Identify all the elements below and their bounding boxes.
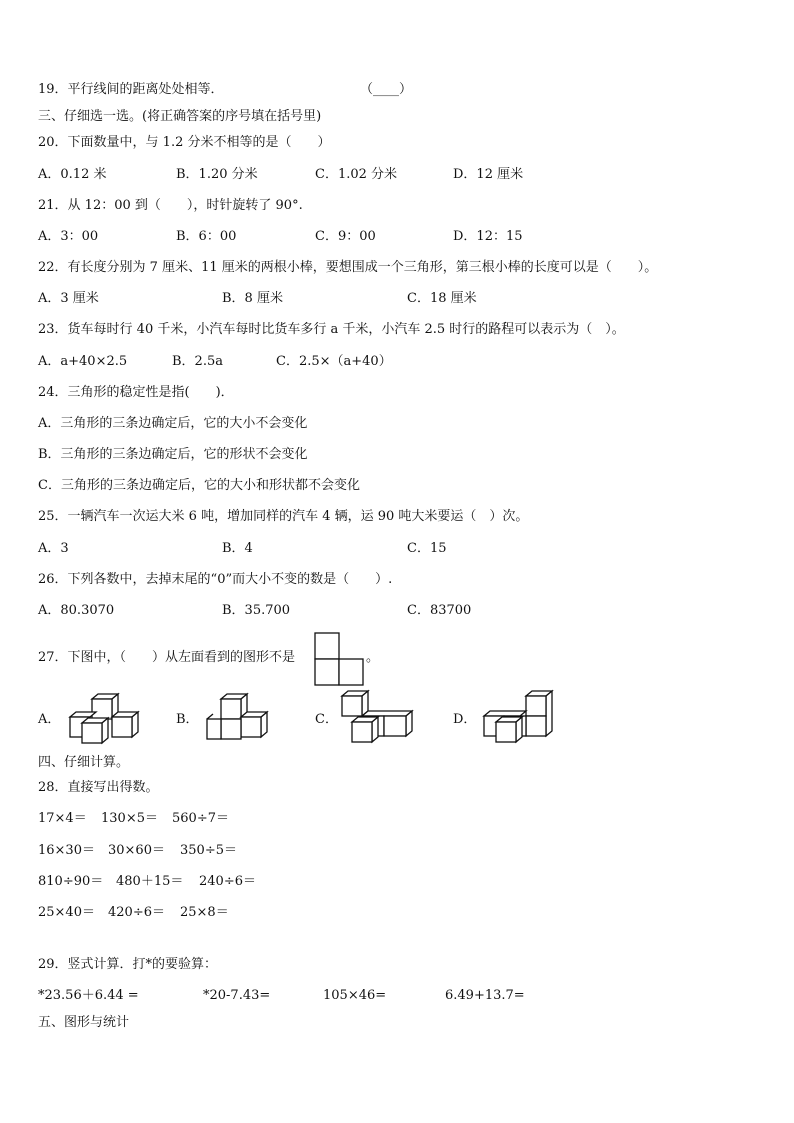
q21-option-d[interactable]: D．12：15 (453, 229, 523, 244)
q28-r2-c1: 16×30＝ (38, 843, 95, 858)
q24-text: 24．三角形的稳定性是指( )． (38, 385, 234, 400)
section-4-heading: 四、仔细计算。 (38, 755, 130, 770)
q19-answer-blank[interactable]: （____） (360, 82, 413, 97)
q27-option-b-cubes[interactable] (205, 693, 279, 747)
section-5-heading: 五、图形与统计 (38, 1015, 130, 1030)
q20-option-d[interactable]: D．12 厘米 (453, 167, 524, 182)
q27-option-d-cubes[interactable] (482, 690, 558, 746)
q21-option-c[interactable]: C．9：00 (315, 229, 376, 244)
q29-item-2: *20-7.43= (203, 988, 271, 1003)
q23-option-c[interactable]: C．2.5×（a+40） (276, 354, 392, 369)
q28-r4-c2: 420÷6＝ (108, 905, 165, 920)
q28-r1-c1: 17×4＝ (38, 811, 87, 826)
q27-option-c-cubes[interactable] (340, 690, 420, 746)
q27-option-a-cubes[interactable] (68, 693, 142, 747)
q21-option-a[interactable]: A．3：00 (38, 229, 99, 244)
q27-option-a-label[interactable]: A． (38, 712, 61, 727)
q28-r3-c3: 240÷6＝ (199, 874, 256, 889)
q25-option-c[interactable]: C．15 (407, 541, 447, 556)
view-square-bottom-left (315, 659, 339, 685)
q27-text: 27．下图中，（ ）从左面看到的图形不是 (38, 650, 296, 665)
q27-option-d-label[interactable]: D． (453, 712, 477, 727)
q25-option-b[interactable]: B．4 (222, 541, 253, 556)
q21-text: 21．从 12：00 到（ ），时针旋转了 90°. (38, 198, 303, 213)
q28-r2-c2: 30×60＝ (108, 843, 165, 858)
q22-text: 22．有长度分别为 7 厘米、11 厘米的两根小棒，要想围成一个三角形，第三根小棒的长度可以是（ ）。 (38, 260, 658, 275)
q28-r1-c3: 560÷7＝ (172, 811, 229, 826)
q22-option-a[interactable]: A．3 厘米 (38, 291, 99, 306)
q28-r4-c3: 25×8＝ (180, 905, 229, 920)
q26-text: 26．下列各数中，去掉末尾的“0”而大小不变的数是（ ）. (38, 572, 393, 587)
left-view-figure (314, 632, 364, 686)
q23-option-b[interactable]: B．2.5a (172, 354, 223, 369)
q25-text: 25．一辆汽车一次运大米 6 吨，增加同样的汽车 4 辆，运 90 吨大米要运（ ）次。 (38, 509, 529, 524)
q27-text-end: 。 (366, 650, 380, 665)
q20-text: 20．下面数量中，与 1.2 分米不相等的是（ ） (38, 135, 331, 150)
section-3-heading: 三、仔细选一选。(将正确答案的序号填在括号里) (38, 109, 322, 124)
view-square-top (315, 633, 339, 659)
q23-text: 23．货车每时行 40 千米，小汽车每时比货车多行 a 千米，小汽车 2.5 时行的路程可以表示为（ ）。 (38, 322, 625, 337)
q24-option-b[interactable]: B．三角形的三条边确定后，它的形状不会变化 (38, 447, 308, 462)
q22-option-b[interactable]: B．8 厘米 (222, 291, 283, 306)
q28-r2-c3: 350÷5＝ (180, 843, 237, 858)
q28-title: 28．直接写出得数。 (38, 780, 159, 795)
q21-option-b[interactable]: B．6：00 (176, 229, 237, 244)
q29-title: 29．竖式计算．打*的要验算： (38, 957, 218, 972)
q28-r3-c1: 810÷90＝ (38, 874, 104, 889)
q27-option-c-label[interactable]: C． (315, 712, 338, 727)
q24-option-a[interactable]: A．三角形的三条边确定后，它的大小不会变化 (38, 416, 308, 431)
q28-r1-c2: 130×5＝ (101, 811, 158, 826)
q29-item-4: 6.49+13.7= (445, 988, 525, 1003)
q23-option-a[interactable]: A．a+40×2.5 (38, 354, 128, 369)
q20-option-a[interactable]: A．0.12 米 (38, 167, 107, 182)
q24-option-c[interactable]: C．三角形的三条边确定后，它的大小和形状都不会变化 (38, 478, 360, 493)
q25-option-a[interactable]: A．3 (38, 541, 69, 556)
q26-option-c[interactable]: C．83700 (407, 603, 472, 618)
q26-option-b[interactable]: B．35.700 (222, 603, 291, 618)
q28-r4-c1: 25×40＝ (38, 905, 95, 920)
q20-option-c[interactable]: C．1.02 分米 (315, 167, 398, 182)
q22-option-c[interactable]: C．18 厘米 (407, 291, 477, 306)
q26-option-a[interactable]: A．80.3070 (38, 603, 115, 618)
view-square-bottom-right (339, 659, 363, 685)
q29-item-1: *23.56＋6.44 = (38, 988, 139, 1003)
q27-option-b-label[interactable]: B． (176, 712, 199, 727)
q20-option-b[interactable]: B．1.20 分米 (176, 167, 258, 182)
q29-item-3: 105×46= (323, 988, 387, 1003)
q28-r3-c2: 480＋15＝ (116, 874, 184, 889)
q19-text: 19．平行线间的距离处处相等． (38, 82, 224, 97)
